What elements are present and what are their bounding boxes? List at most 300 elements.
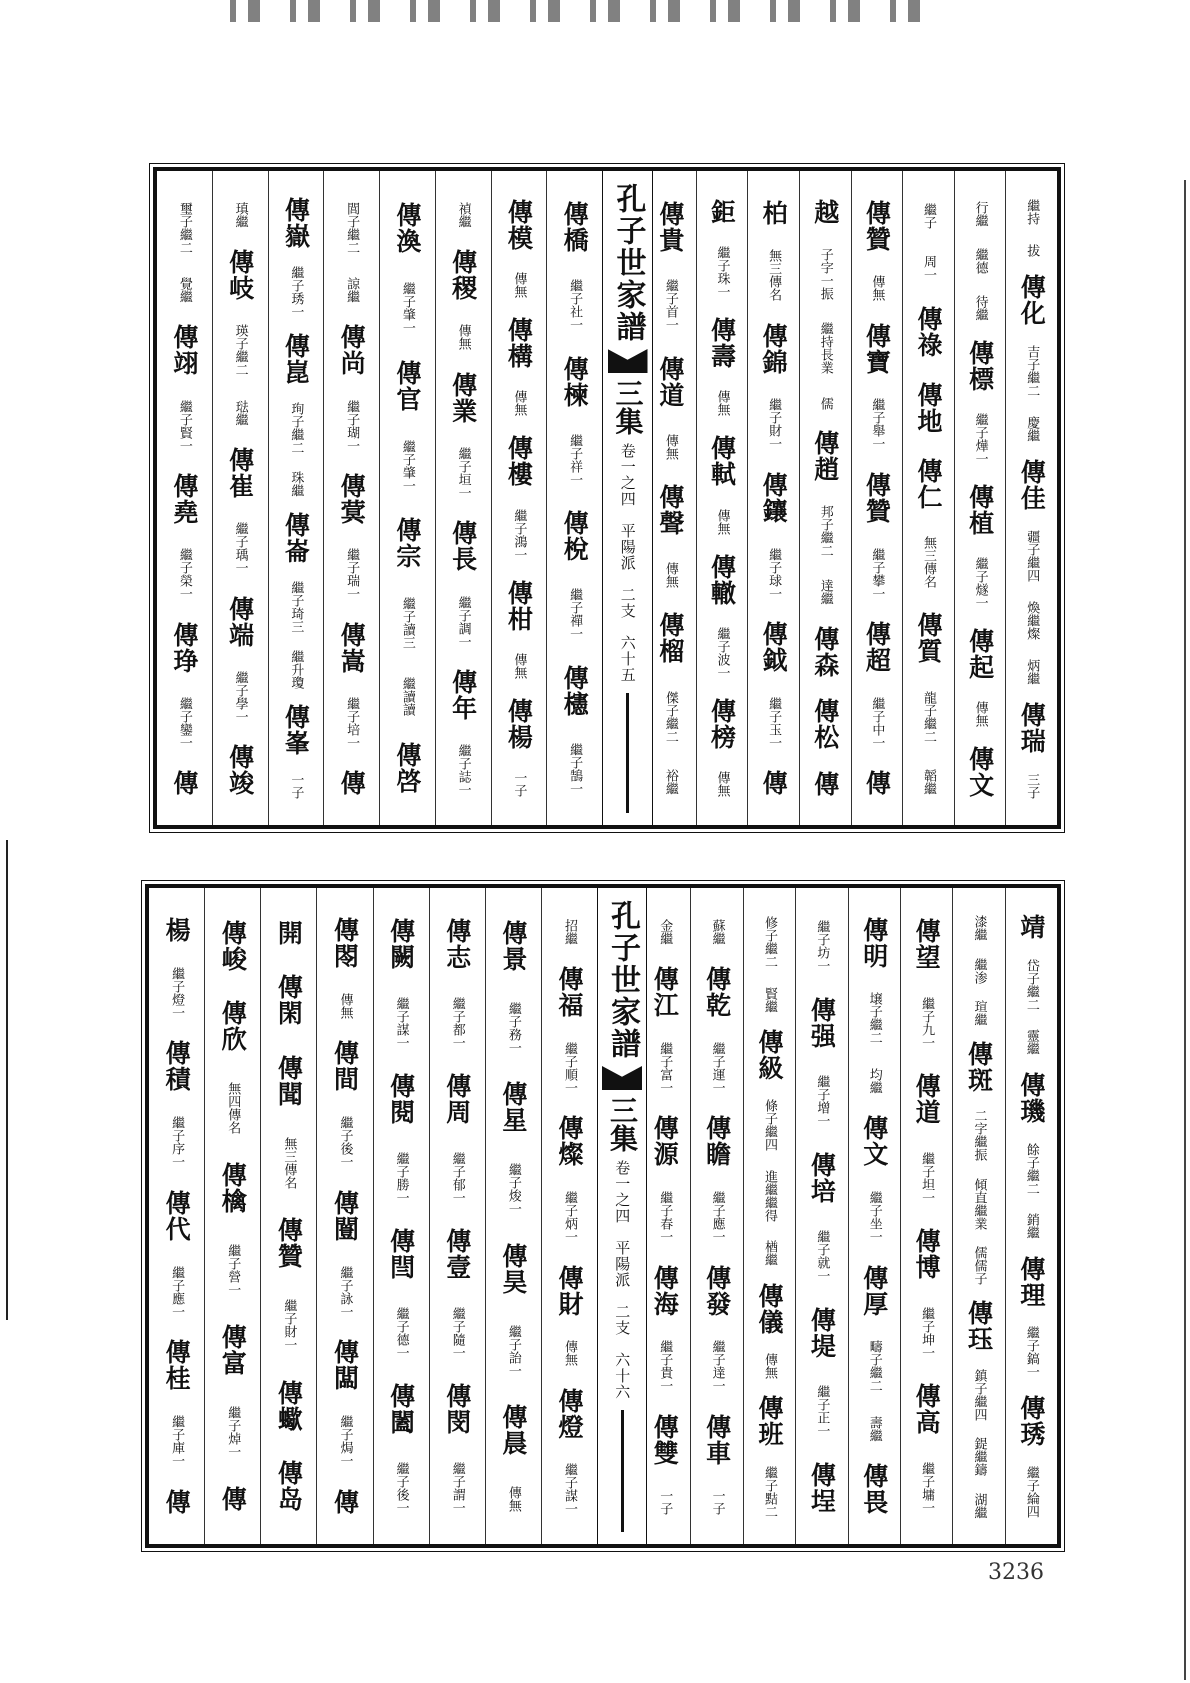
person-name: 傳桂 xyxy=(162,1339,192,1392)
genealogy-column xyxy=(1005,888,1057,1544)
lineage-note: 傾直繼業 xyxy=(971,1177,987,1230)
person-name: 傳富 xyxy=(218,1324,248,1376)
person-name: 傳峯 xyxy=(281,704,311,757)
lineage-note: 繼子春一 xyxy=(657,1190,673,1243)
lineage-note: 傳無 xyxy=(337,992,353,1019)
lineage-note: 珣子繼二 xyxy=(288,401,304,454)
lineage-note: 楢繼 xyxy=(761,1240,777,1267)
person-name: 傳闔 xyxy=(386,1383,416,1436)
person-name: 傳質 xyxy=(913,612,943,665)
lineage-note: 繼子詒一 xyxy=(505,1324,521,1377)
lineage-note: 傳無 xyxy=(505,1486,521,1513)
lineage-note: 繼子學一 xyxy=(232,670,248,723)
lineage-note: 繼子謀一 xyxy=(393,996,409,1049)
person-name: 傳欣 xyxy=(218,1000,248,1052)
person-name: 傳培 xyxy=(807,1151,837,1204)
lineage-note: 繼讀讀 xyxy=(399,677,415,717)
genealogy-column xyxy=(747,171,799,825)
person-name: 傳鑲 xyxy=(759,471,789,524)
top-center-margin xyxy=(602,171,653,825)
lineage-note: 吉子繼二 xyxy=(1024,345,1040,398)
lineage-note: 無三傳名 xyxy=(766,249,782,302)
lineage-note: 拔 xyxy=(1024,244,1040,258)
lineage-note: 繼子正一 xyxy=(814,1385,830,1438)
bottom-center-margin xyxy=(597,888,647,1544)
person-name: 傳闆 xyxy=(330,1339,360,1392)
lineage-note: 繼子首一 xyxy=(662,279,678,332)
lineage-note: 繼子肇一 xyxy=(399,281,415,334)
lineage-note: 琺繼 xyxy=(232,399,248,426)
person-name: 傳嵩 xyxy=(337,621,367,674)
genealogy-column xyxy=(743,888,795,1544)
person-name: 傳梲 xyxy=(560,510,590,563)
person-name: 靖 xyxy=(1016,914,1046,941)
person-name: 傳超 xyxy=(862,621,892,674)
top-page-panel xyxy=(153,167,1061,829)
lineage-note: 鎮子繼四 xyxy=(971,1368,987,1421)
person-name: 傳周 xyxy=(442,1073,472,1126)
fish-tail-mark-icon xyxy=(602,1066,642,1090)
lineage-note: 繼子貴一 xyxy=(657,1340,673,1393)
person-name: 傳福 xyxy=(554,966,584,1019)
genealogy-column xyxy=(902,171,954,825)
person-name: 傳標 xyxy=(965,339,995,392)
lineage-note: 繼子序一 xyxy=(169,1116,185,1169)
lineage-note: 條子繼四 xyxy=(761,1099,777,1152)
lineage-note: 繼子達一 xyxy=(709,1340,725,1393)
person-name: 鉅 xyxy=(707,198,737,225)
person-name: 傳畏 xyxy=(859,1463,889,1516)
genealogy-column xyxy=(485,888,541,1544)
lineage-note: 繼子坊一 xyxy=(814,920,830,973)
lineage-note: 一子 xyxy=(511,771,527,798)
person-name: 傳道 xyxy=(912,1073,942,1126)
person-name: 傳松 xyxy=(810,698,840,751)
person-name: 傳級 xyxy=(754,1028,784,1081)
genealogy-column xyxy=(696,171,748,825)
lineage-note: 儒 xyxy=(817,396,833,410)
person-name: 傳博 xyxy=(912,1228,942,1281)
lineage-note: 繼子庫一 xyxy=(169,1415,185,1468)
lineage-note: 繼子增一 xyxy=(814,1075,830,1128)
lineage-note: 靈繼 xyxy=(1023,1029,1039,1056)
person-name: 傳鉞 xyxy=(759,621,789,674)
lineage-note: 繼子富一 xyxy=(657,1041,673,1094)
person-name: 傳檎 xyxy=(218,1162,248,1214)
lineage-note: 繼子攀一 xyxy=(869,547,885,600)
person-name: 傳森 xyxy=(810,625,840,678)
lineage-note: 進繼繼得 xyxy=(761,1169,777,1222)
person-name: 傳榜 xyxy=(707,698,737,751)
person-name: 傳構 xyxy=(504,316,534,369)
lineage-note: 岱子繼二 xyxy=(1023,958,1039,1011)
lineage-note: 慶繼 xyxy=(1024,416,1040,443)
lineage-note: 繼子讀三 xyxy=(399,597,415,650)
lineage-note: 傳無 xyxy=(761,1352,777,1379)
lineage-note: 繼子瑞一 xyxy=(344,548,360,601)
person-name: 傳海 xyxy=(650,1264,680,1317)
lineage-note: 繼渗 xyxy=(971,957,987,984)
lineage-note: 繼子後一 xyxy=(393,1461,409,1514)
center-volume: 三集 xyxy=(606,1096,639,1152)
person-name: 傳化 xyxy=(1017,274,1047,327)
lineage-note: 繼子瑚一 xyxy=(344,399,360,452)
lineage-note: 三子 xyxy=(1024,772,1040,799)
genealogy-column xyxy=(373,888,429,1544)
center-volume: 三集 xyxy=(611,379,645,435)
genealogy-column xyxy=(795,888,847,1544)
person-name: 傳江 xyxy=(650,966,680,1019)
person-name: 傳官 xyxy=(392,359,422,412)
lineage-note: 傳無 xyxy=(455,324,471,351)
lineage-note: 二字繼振 xyxy=(971,1109,987,1162)
top-left-columns xyxy=(157,171,602,825)
person-name: 傳聞 xyxy=(274,1054,304,1107)
lineage-note: 繼子黠二 xyxy=(761,1465,777,1518)
lineage-note: 繼子應一 xyxy=(709,1190,725,1243)
genealogy-column xyxy=(799,171,851,825)
lineage-note: 繼子詠一 xyxy=(337,1265,353,1318)
lineage-note: 傳無 xyxy=(511,652,527,679)
lineage-note: 修子繼二 xyxy=(761,916,777,969)
lineage-note: 達繼 xyxy=(817,579,833,606)
lineage-note: 繼子鎬一 xyxy=(1023,1326,1039,1379)
lineage-note: 繼子 xyxy=(920,203,936,230)
lineage-note: 繼子調一 xyxy=(455,595,471,648)
bottom-left-columns xyxy=(149,888,597,1544)
center-title: 孔子世家譜 xyxy=(610,183,646,343)
genealogy-column xyxy=(690,888,742,1544)
lineage-note: 繼子務一 xyxy=(505,1001,521,1054)
lineage-note: 繼子謀一 xyxy=(561,1463,577,1516)
person-name: 傳 xyxy=(169,770,199,797)
person-name: 傳車 xyxy=(702,1413,732,1466)
lineage-note: 繼子運一 xyxy=(709,1041,725,1094)
bottom-page-panel xyxy=(145,884,1061,1548)
person-name: 傳岐 xyxy=(225,248,255,301)
person-name: 傳尚 xyxy=(337,324,367,377)
lineage-note: 繼子九一 xyxy=(919,996,935,1049)
lineage-note: 繼子中一 xyxy=(869,696,885,749)
person-name: 傳橋 xyxy=(560,201,590,254)
lineage-note: 瑄繼 xyxy=(971,1000,987,1027)
lineage-note: 壽繼 xyxy=(866,1415,882,1442)
person-name: 傳錦 xyxy=(759,322,789,375)
lineage-note: 瑛子繼二 xyxy=(232,324,248,377)
lineage-note: 諒繼 xyxy=(344,276,360,303)
person-name: 傳璣 xyxy=(1016,1072,1046,1125)
lineage-note: 龍子繼二 xyxy=(920,690,936,743)
person-name: 傳佳 xyxy=(1017,458,1047,511)
person-name: 傳祿 xyxy=(913,305,943,358)
lineage-note: 禎繼 xyxy=(455,201,471,228)
page-number: 3236 xyxy=(988,1560,1044,1585)
person-name: 傳 xyxy=(162,1489,192,1515)
lineage-note: 周一 xyxy=(920,255,936,282)
person-name: 越 xyxy=(810,199,840,226)
lineage-note: 炳繼 xyxy=(1024,658,1040,685)
person-name: 傳堤 xyxy=(807,1306,837,1359)
lineage-note: 繼子後一 xyxy=(337,1116,353,1169)
lineage-note: 均繼 xyxy=(866,1067,882,1094)
lineage-note: 繼升瓊 xyxy=(288,650,304,690)
person-name: 傳代 xyxy=(162,1189,192,1242)
genealogy-column xyxy=(1005,171,1057,825)
lineage-note: 傳無 xyxy=(714,508,730,535)
lineage-note: 繼子隨一 xyxy=(449,1306,465,1359)
genealogy-column xyxy=(429,888,485,1544)
lineage-note: 繼子舉一 xyxy=(869,398,885,451)
genealogy-column xyxy=(260,888,316,1544)
person-name: 傳峻 xyxy=(218,920,248,972)
lineage-note: 繼子焯一 xyxy=(225,1406,241,1458)
genealogy-column xyxy=(848,888,900,1544)
lineage-note: 繼子玉一 xyxy=(766,696,782,749)
lineage-note: 疇子繼二 xyxy=(866,1340,882,1393)
person-name: 傳閆 xyxy=(386,1228,416,1281)
person-name: 傳榴 xyxy=(655,612,685,665)
lineage-note: 邦子繼二 xyxy=(817,504,833,557)
lineage-note: 繼子琦三 xyxy=(288,581,304,634)
person-name: 傳埕 xyxy=(807,1461,837,1514)
person-name: 傳燈 xyxy=(554,1387,584,1440)
lineage-note: 繼子波一 xyxy=(714,626,730,679)
lineage-note: 繼子墉一 xyxy=(919,1461,935,1514)
center-subtitle: 卷一之四 平陽派 二支 六十五 xyxy=(618,443,637,683)
lineage-note: 傳無 xyxy=(869,275,885,302)
person-name: 傳 xyxy=(330,1489,360,1515)
lineage-note: 繼子德一 xyxy=(393,1306,409,1359)
lineage-note: 繼德 xyxy=(972,247,988,274)
lineage-note: 儒儒子 xyxy=(971,1246,987,1286)
lineage-note: 繼子炳一 xyxy=(561,1190,577,1243)
lineage-note: 壌子繼二 xyxy=(866,992,882,1045)
lineage-note: 煥繼燦 xyxy=(1024,600,1040,640)
lineage-note: 繼子肇一 xyxy=(399,439,415,492)
lineage-note: 繼子財一 xyxy=(766,398,782,451)
person-name: 傳模 xyxy=(504,198,534,251)
lineage-note: 繼子勝一 xyxy=(393,1151,409,1204)
lineage-note: 韜繼 xyxy=(920,768,936,795)
person-name: 傳楊 xyxy=(504,698,534,751)
genealogy-column xyxy=(379,171,435,825)
lineage-note: 覺繼 xyxy=(176,276,192,303)
person-name: 傳財 xyxy=(554,1264,584,1317)
lineage-note: 傳無 xyxy=(714,390,730,417)
lineage-note: 繼子禪一 xyxy=(567,588,583,641)
person-name: 傳贊 xyxy=(862,471,892,524)
person-name: 傳樓 xyxy=(504,435,534,488)
lineage-note: 繼子垣一 xyxy=(455,446,471,499)
genealogy-column xyxy=(323,171,379,825)
lineage-note: 繼子謂一 xyxy=(449,1461,465,1514)
genealogy-column xyxy=(900,888,952,1544)
person-name: 傳 xyxy=(810,770,840,797)
top-right-columns xyxy=(645,171,1057,825)
genealogy-column xyxy=(952,888,1004,1544)
lineage-note: 傳無 xyxy=(972,700,988,727)
genealogy-column xyxy=(954,171,1006,825)
person-name: 傳閝 xyxy=(330,916,360,969)
person-name: 傳望 xyxy=(912,918,942,971)
person-name: 楊 xyxy=(162,916,192,943)
lineage-note: 金繼 xyxy=(657,918,673,945)
person-name: 傳櫶 xyxy=(560,664,590,717)
genealogy-column xyxy=(851,171,903,825)
lineage-note: 繼持 xyxy=(1024,199,1040,226)
lineage-note: 漆繼 xyxy=(971,915,987,942)
lineage-note: 繼子營一 xyxy=(225,1244,241,1296)
person-name: 傳厚 xyxy=(859,1264,889,1317)
lineage-note: 傑子繼二 xyxy=(662,690,678,743)
person-name: 傳晨 xyxy=(498,1404,528,1457)
lineage-note: 子字一振 xyxy=(817,247,833,300)
person-name: 傳崙 xyxy=(281,512,311,565)
lineage-note: 璽子繼二 xyxy=(176,201,192,254)
lineage-note: 賢繼 xyxy=(761,986,777,1013)
person-name: 傳乾 xyxy=(702,966,732,1019)
lineage-note: 繼子瑀一 xyxy=(232,522,248,575)
lineage-note: 一子 xyxy=(709,1489,725,1516)
top-edge-scan-artifact xyxy=(230,0,930,22)
genealogy-column xyxy=(149,888,204,1544)
lineage-note: 一子 xyxy=(657,1489,673,1516)
lineage-note: 繼子燈一 xyxy=(169,966,185,1019)
lineage-note: 繼子榮一 xyxy=(176,548,192,601)
lineage-note: 傳無 xyxy=(662,433,678,460)
lineage-note: 無四傳名 xyxy=(225,1082,241,1134)
person-name: 傳起 xyxy=(965,627,995,680)
person-name: 傳閔 xyxy=(442,1383,472,1436)
person-name: 傳志 xyxy=(442,918,472,971)
lineage-note: 無三傳名 xyxy=(281,1136,297,1189)
lineage-note: 繼子綸四 xyxy=(1023,1465,1039,1518)
lineage-note: 繼子燁一 xyxy=(972,412,988,465)
lineage-note: 餘子繼二 xyxy=(1023,1142,1039,1195)
lineage-note: 一子 xyxy=(288,773,304,800)
lineage-note: 招繼 xyxy=(561,918,577,945)
genealogy-column xyxy=(316,888,372,1544)
lineage-note: 繼子財一 xyxy=(281,1299,297,1352)
lineage-note: 繼子就一 xyxy=(814,1230,830,1283)
person-name: 傳業 xyxy=(448,371,478,424)
person-name: 傳 xyxy=(759,770,789,797)
left-edge-scan-line xyxy=(6,840,8,1320)
person-name: 傳竣 xyxy=(225,744,255,797)
person-name: 傳班 xyxy=(754,1395,784,1448)
lineage-note: 待繼 xyxy=(972,294,988,321)
genealogy-column xyxy=(491,171,547,825)
person-name: 傳趙 xyxy=(810,430,840,483)
center-subtitle: 卷一之四 平陽派 二支 六十六 xyxy=(613,1160,632,1400)
person-name: 開 xyxy=(274,920,304,947)
genealogy-column xyxy=(157,171,212,825)
person-name: 傳 xyxy=(218,1486,248,1512)
lineage-note: 傳無 xyxy=(561,1340,577,1367)
person-name: 傳壽 xyxy=(707,316,737,369)
lineage-note: 繼子珠一 xyxy=(714,245,730,298)
person-name: 傳翊 xyxy=(169,324,199,377)
person-name: 傳閑 xyxy=(274,974,304,1027)
person-name: 傳柑 xyxy=(504,579,534,632)
person-name: 傳蠍 xyxy=(274,1379,304,1432)
lineage-note: 湖繼 xyxy=(971,1492,987,1519)
person-name: 傳長 xyxy=(448,520,478,573)
person-name: 傳年 xyxy=(448,668,478,721)
person-name: 傳昊 xyxy=(498,1242,528,1295)
lineage-note: 無三傳名 xyxy=(920,536,936,589)
person-name: 傳岛 xyxy=(274,1459,304,1512)
person-name: 傳稷 xyxy=(448,248,478,301)
lineage-note: 繼子坦一 xyxy=(919,1151,935,1204)
center-title: 孔子世家譜 xyxy=(605,900,640,1060)
person-name: 傳理 xyxy=(1016,1255,1046,1308)
right-edge-scan-line xyxy=(1184,180,1186,1680)
person-name: 傳星 xyxy=(498,1081,528,1134)
lineage-note: 繼子郁一 xyxy=(449,1151,465,1204)
lineage-note: 繼子鑾一 xyxy=(176,696,192,749)
person-name: 傳贊 xyxy=(862,199,892,252)
genealogy-column xyxy=(541,888,597,1544)
person-name: 傳啓 xyxy=(392,742,422,795)
person-name: 傳道 xyxy=(655,355,685,408)
lineage-note: 瑱繼 xyxy=(232,201,248,228)
genealogy-column xyxy=(204,888,260,1544)
genealogy-column xyxy=(546,171,602,825)
person-name: 傳强 xyxy=(807,996,837,1049)
lineage-note: 疆子繼四 xyxy=(1024,529,1040,582)
person-name: 傳源 xyxy=(650,1115,680,1168)
lineage-note: 繼子坐一 xyxy=(866,1190,882,1243)
lineage-note: 繼子誌一 xyxy=(455,744,471,797)
lineage-note: 繼子琇一 xyxy=(288,265,304,318)
person-name: 傳琤 xyxy=(169,621,199,674)
person-name: 傳仁 xyxy=(913,457,943,510)
person-name: 傳 xyxy=(862,770,892,797)
person-name: 傳儀 xyxy=(754,1282,784,1335)
lineage-note: 繼子焌一 xyxy=(505,1163,521,1216)
person-name: 傳間 xyxy=(330,1040,360,1093)
lineage-note: 鍉繼鑄 xyxy=(971,1437,987,1477)
lineage-note: 繼子燧一 xyxy=(972,556,988,609)
lineage-note: 繼子賢一 xyxy=(176,399,192,452)
person-name: 傳明 xyxy=(859,916,889,969)
person-name: 傳文 xyxy=(859,1115,889,1168)
person-name: 傳聲 xyxy=(655,483,685,536)
lineage-note: 傳無 xyxy=(511,271,527,298)
person-name: 傳 xyxy=(337,770,367,797)
lineage-note: 銷繼 xyxy=(1023,1213,1039,1240)
person-name: 傳軾 xyxy=(707,435,737,488)
person-name: 傳植 xyxy=(965,483,995,536)
person-name: 傳積 xyxy=(162,1040,192,1093)
lineage-note: 傳無 xyxy=(714,771,730,798)
lineage-note: 繼子鴻一 xyxy=(511,508,527,561)
center-divider xyxy=(621,1410,624,1532)
lineage-note: 裕繼 xyxy=(662,768,678,795)
lineage-note: 繼子祥一 xyxy=(567,433,583,486)
person-name: 傳瞻 xyxy=(702,1115,732,1168)
person-name: 傳壹 xyxy=(442,1228,472,1281)
center-divider xyxy=(626,693,629,813)
person-name: 傳端 xyxy=(225,595,255,648)
person-name: 傳楝 xyxy=(560,355,590,408)
genealogy-column xyxy=(268,171,324,825)
person-name: 傳渙 xyxy=(392,201,422,254)
person-name: 傳雙 xyxy=(650,1413,680,1466)
person-name: 傳斑 xyxy=(964,1040,994,1093)
person-name: 傳珏 xyxy=(964,1299,994,1352)
